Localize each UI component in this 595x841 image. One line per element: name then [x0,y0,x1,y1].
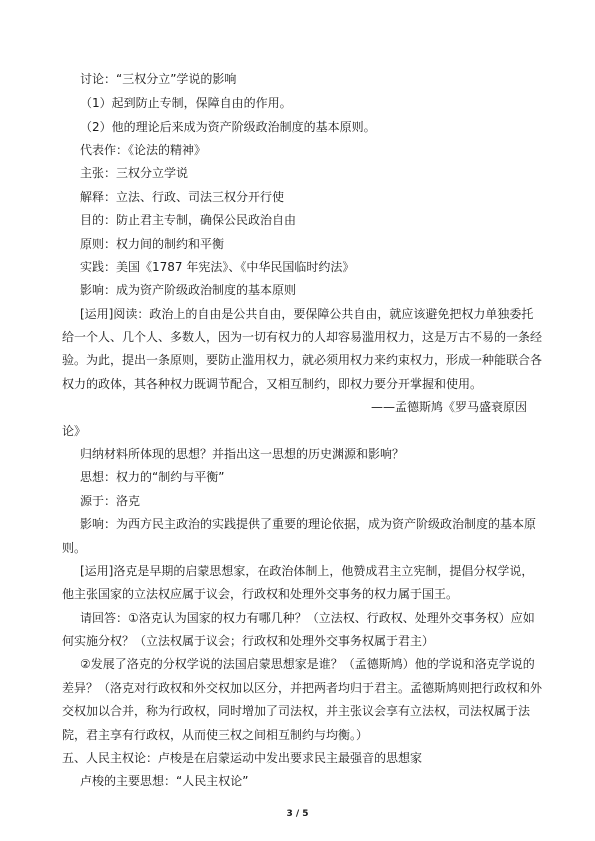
section-heading: 五、人民主权论：卢梭是在启蒙运动中发出要求民主最强音的思想家 [62,751,423,765]
text-line: 交权加以合并，称为行政权，同时增加了司法权，并主张议会享有立法权，司法权属于法 [62,704,531,718]
text-line: 实践：美国《1787 年宪法》、《中华民国临时约法》 [80,260,355,274]
text-line: [运用]洛克是早期的启蒙思想家，在政治体制上，他赞成君主立宪制，提倡分权学说， [80,564,534,578]
text-line: 卢梭的主要思想：“人民主权论” [80,774,249,788]
text-line: 验。为此，提出一条原则，要防止滥用权力，就必须用权力来约束权力，形成一种能联合各 [62,353,543,367]
text-line: 给一个人、几个人、多数人，因为一切有权力的人却容易滥用权力，这是万古不易的一条经 [62,330,543,344]
citation-line: ——孟德斯鸠《罗马盛衰原因 [370,400,527,414]
text-line: 源于：洛克 [80,494,141,508]
text-line: 讨论：“三权分立”学说的影响 [80,72,237,86]
text-line: 何实施分权？（立法权属于议会；行政权和处理外交事务权属于君主） [62,634,435,648]
text-line: 影响：成为资产阶级政治制度的基本原则 [80,283,297,297]
text-line: 请回答：①洛克认为国家的权力有哪几种？（立法权、行政权、处理外交事务权）应如 [80,611,535,625]
page-number: 3 / 5 [286,809,309,819]
text-line: 他主张国家的立法权应属于议会，行政权和处理外交事务的权力属于国王。 [62,587,459,601]
text-line: [运用]阅读：政治上的自由是公共自由，要保障公共自由，就应该避免把权力单独委托 [80,307,534,321]
text-line: 思想：权力的“制约与平衡” [80,470,225,484]
text-line: 影响：为西方民主政治的实践提供了重要的理论依据，成为资产阶级政治制度的基本原 [80,517,537,531]
text-line: 主张：三权分立学说 [80,166,189,180]
text-line: 归纳材料所体现的思想？并指出这一思想的历史渊源和影响？ [80,447,405,461]
text-line: （1）起到防止专制，保障自由的作用。 [80,96,292,110]
text-line: 目的：防止君主专制，确保公民政治自由 [80,213,297,227]
text-line: 差异？（洛克对行政权和外交权加以区分，并把两者均归于君主。孟德斯鸠则把行政权和外 [62,681,543,695]
text-line: 院，君主享有行政权，从而使三权之间相互制约与均衡。） [62,728,369,742]
text-line: 权力的政体，其各种权力既调节配合，又相互制约，即权力要分开掌握和使用。 [62,377,483,391]
text-line: 则。 [62,541,87,555]
text-line: ②发展了洛克的分权学说的法国启蒙思想家是谁？（孟德斯鸠）他的学说和洛克学说的 [80,657,535,671]
text-line: 论》 [62,424,87,438]
text-line: 代表作：《论法的精神》 [80,143,207,157]
text-line: 解释：立法、行政、司法三权分开行使 [80,190,285,204]
text-line: 原则：权力间的制约和平衡 [80,237,225,251]
text-line: （2）他的理论后来成为资产阶级政治制度的基本原则。 [80,120,376,134]
